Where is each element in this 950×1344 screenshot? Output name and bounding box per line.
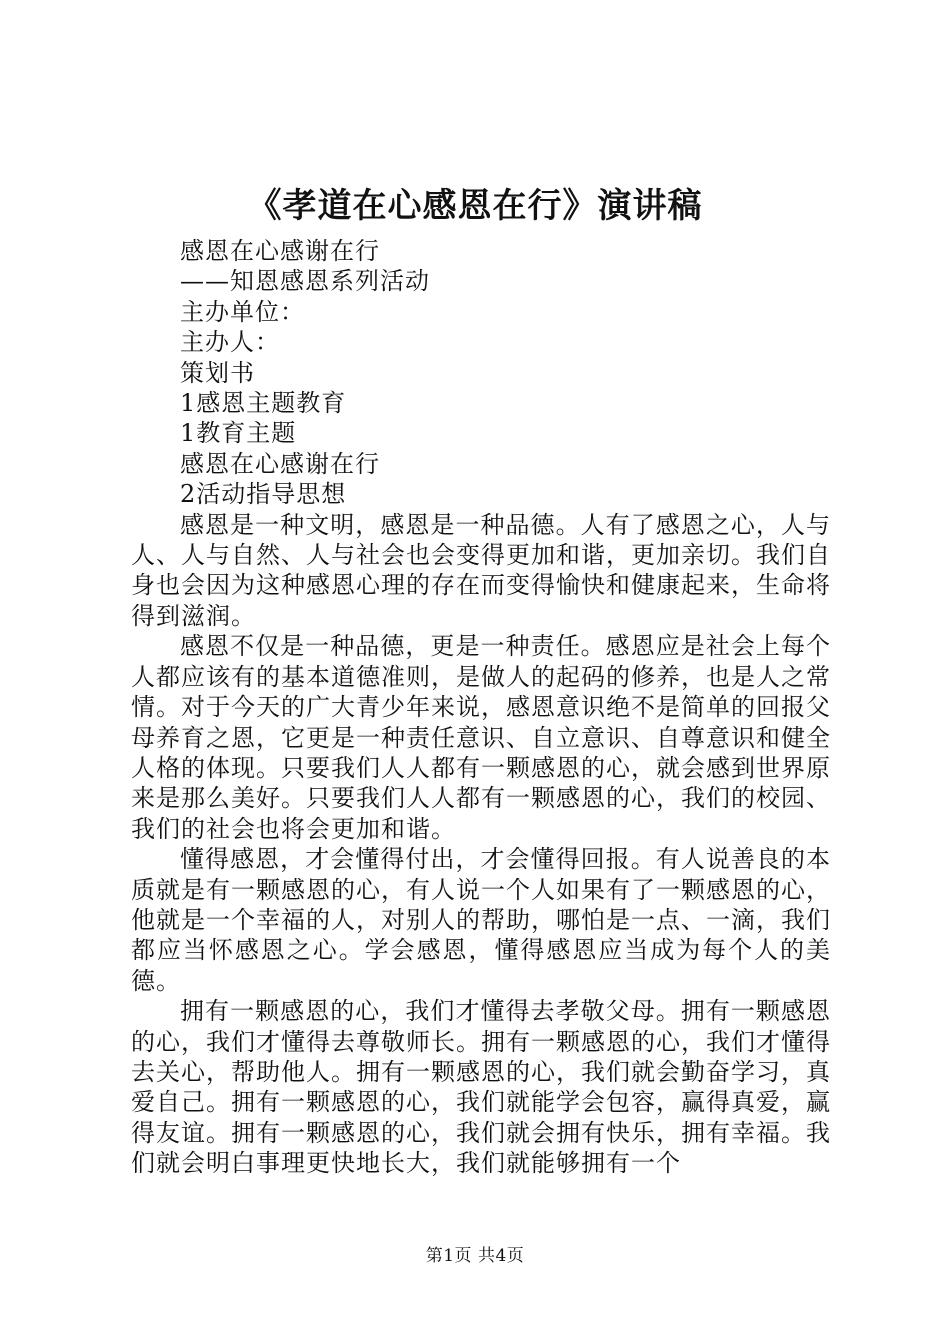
body-paragraph: 感恩不仅是一种品德，更是一种责任。感恩应是社会上每个人都应该有的基本道德准则，是做人的起码的修养，也是人之常情。对于今天的广大青少年来说，感恩意识绝不是简单的回报父母养育之恩，它更是一种责任意识、自立意识、自尊意识和健全人格的体现。只要我们人人都有一颗感恩的心，就会感到世界原来是那么美好。只要我们人人都有一颗感恩的心，我们的校园、我们的社会也将会更加和谐。 — [131, 632, 831, 843]
section-heading: 2活动指导思想 — [180, 480, 347, 509]
body-paragraph: 懂得感恩，才会懂得付出，才会懂得回报。有人说善良的本质就是有一颗感恩的心，有人说一个人如果有了一颗感恩的心，他就是一个幸福的人，对别人的帮助，哪怕是一点、一滴，我们都应当怀感恩之心。学会感恩，懂得感恩应当成为每个人的美德。 — [131, 845, 831, 995]
theme-line: 感恩在心感谢在行 — [180, 449, 380, 478]
subtitle-line: 感恩在心感谢在行 — [180, 237, 380, 265]
page-footer: 第1页 共4页 — [425, 1246, 525, 1266]
section-heading: 1感恩主题教育 — [180, 389, 347, 418]
organizer-line: 主办单位： — [180, 297, 305, 326]
activity-series-line: ——知恩感恩系列活动 — [180, 267, 430, 296]
body-paragraph: 拥有一颗感恩的心，我们才懂得去孝敬父母。拥有一颗感恩的心，我们才懂得去尊敬师长。拥有一颗感恩的心，我们才懂得去关心，帮助他人。拥有一颗感恩的心，我们就会勤奋学习，真爱自己。拥有一颗感恩的心，我们就能学会包容，赢得真爱，赢得友谊。拥有一颗感恩的心，我们就会拥有快乐，拥有幸福。我们就会明白事理更快地长大，我们就能够拥有一个 — [131, 997, 831, 1178]
body-paragraph: 感恩是一种文明，感恩是一种品德。人有了感恩之心，人与人、人与自然、人与社会也会变得更加和谐，更加亲切。我们自身也会因为这种感恩心理的存在而变得愉快和健康起来，生命将得到滋润。 — [131, 510, 831, 630]
document-body — [131, 236, 831, 1179]
document-title: 《孝道在心感恩在行》演讲稿 — [247, 186, 703, 226]
host-line: 主办人： — [180, 328, 280, 357]
plan-line: 策划书 — [180, 358, 255, 387]
section-heading: 1教育主题 — [180, 419, 297, 448]
